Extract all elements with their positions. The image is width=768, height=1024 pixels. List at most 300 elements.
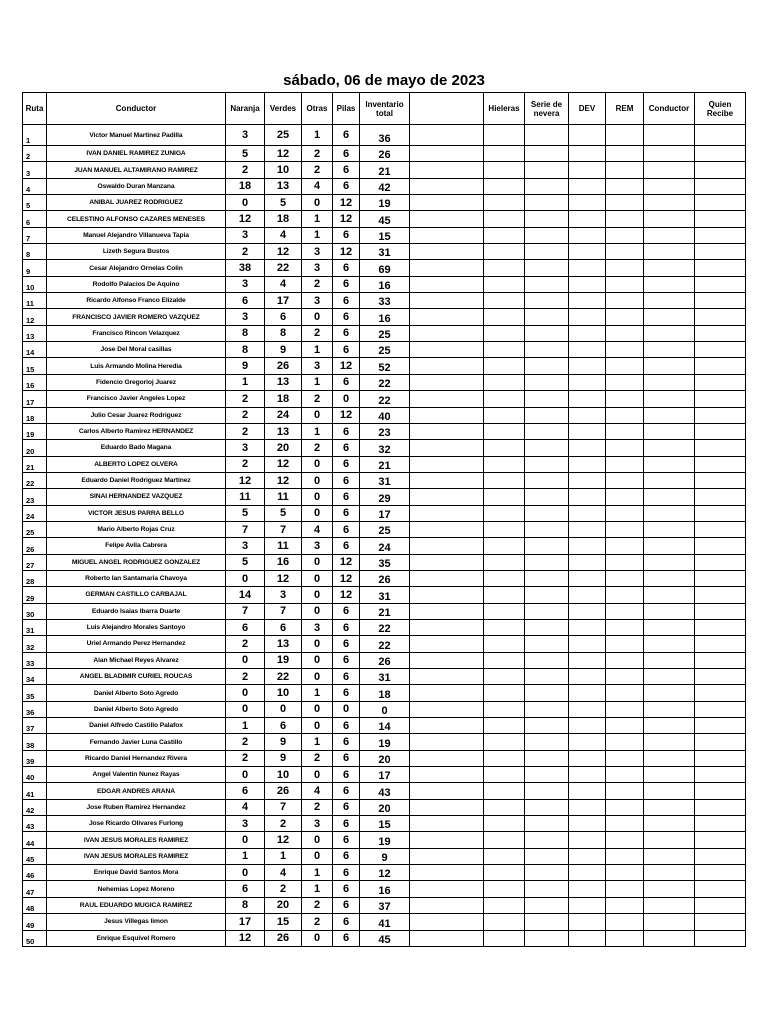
ruta-cell: 12 [23, 309, 47, 325]
table-row [23, 309, 746, 325]
quien-recibe-cell [695, 260, 746, 276]
dev-cell [569, 734, 606, 750]
blank-cell [410, 293, 484, 309]
hieleras-cell [484, 685, 525, 701]
pilas-cell: 12 [333, 570, 360, 586]
naranja-cell: 3 [226, 276, 265, 292]
pilas-cell: 12 [333, 358, 360, 374]
conductor-signature-cell [644, 309, 695, 325]
serie-de-nevera-cell [525, 162, 569, 178]
dev-cell [569, 930, 606, 946]
pilas-cell: 6 [333, 146, 360, 162]
naranja-cell: 0 [226, 685, 265, 701]
otras-cell: 3 [302, 293, 333, 309]
quien-recibe-cell [695, 816, 746, 832]
serie-de-nevera-cell [525, 178, 569, 194]
serie-de-nevera-cell [525, 293, 569, 309]
conductor-cell: Jose Ruben Ramirez Hernandez [47, 799, 226, 815]
table-row [23, 423, 746, 439]
naranja-cell: 2 [226, 734, 265, 750]
conductor-cell: RAUL EDUARDO MUGICA RAMIREZ [47, 897, 226, 913]
inventario-total-cell: 33 [360, 293, 410, 309]
pilas-cell: 6 [333, 636, 360, 652]
rem-cell [606, 603, 644, 619]
ruta-cell: 26 [23, 538, 47, 554]
pilas-cell: 12 [333, 211, 360, 227]
table-row [23, 244, 746, 260]
verdes-cell: 4 [265, 227, 302, 243]
table-row [23, 472, 746, 488]
verdes-cell: 22 [265, 669, 302, 685]
conductor-cell: Manuel Alejandro Villanueva Tapia [47, 227, 226, 243]
naranja-cell: 4 [226, 799, 265, 815]
otras-cell: 0 [302, 587, 333, 603]
quien-recibe-cell [695, 832, 746, 848]
pilas-cell: 6 [333, 293, 360, 309]
hieleras-cell [484, 718, 525, 734]
ruta-cell: 11 [23, 293, 47, 309]
blank-cell [410, 734, 484, 750]
inventario-total-cell: 18 [360, 685, 410, 701]
table-row [23, 554, 746, 570]
conductor-cell: IVAN JESUS MORALES RAMIREZ [47, 832, 226, 848]
rem-cell [606, 440, 644, 456]
hieleras-cell [484, 211, 525, 227]
conductor-signature-cell [644, 570, 695, 586]
table-row [23, 767, 746, 783]
serie-de-nevera-cell [525, 423, 569, 439]
serie-de-nevera-cell [525, 865, 569, 881]
pilas-cell: 6 [333, 489, 360, 505]
hieleras-cell [484, 570, 525, 586]
hieleras-cell [484, 669, 525, 685]
otras-cell: 2 [302, 750, 333, 766]
serie-de-nevera-cell [525, 342, 569, 358]
table-row [23, 832, 746, 848]
quien-recibe-cell [695, 211, 746, 227]
conductor-signature-cell [644, 178, 695, 194]
ruta-cell: 41 [23, 783, 47, 799]
conductor-signature-cell [644, 456, 695, 472]
ruta-cell: 39 [23, 750, 47, 766]
table-row [23, 125, 746, 146]
serie-de-nevera-cell [525, 276, 569, 292]
otras-cell: 2 [302, 325, 333, 341]
quien-recibe-cell [695, 521, 746, 537]
inventario-total-cell: 43 [360, 783, 410, 799]
conductor-cell: Francisco Javier Angeles Lopez [47, 391, 226, 407]
conductor-cell: Fidencio Gregorioj Juarez [47, 374, 226, 390]
pilas-cell: 6 [333, 227, 360, 243]
rem-cell [606, 178, 644, 194]
inventario-total-cell: 25 [360, 325, 410, 341]
conductor-signature-cell [644, 407, 695, 423]
hieleras-cell [484, 603, 525, 619]
inventario-total-cell: 19 [360, 734, 410, 750]
naranja-cell: 2 [226, 423, 265, 439]
quien-recibe-cell [695, 244, 746, 260]
inventario-total-cell: 25 [360, 342, 410, 358]
hieleras-cell [484, 914, 525, 930]
blank-cell [410, 342, 484, 358]
table-row [23, 750, 746, 766]
quien-recibe-cell [695, 125, 746, 146]
ruta-cell: 15 [23, 358, 47, 374]
rem-cell [606, 472, 644, 488]
verdes-cell: 15 [265, 914, 302, 930]
verdes-cell: 10 [265, 685, 302, 701]
hieleras-cell [484, 440, 525, 456]
naranja-cell: 0 [226, 195, 265, 211]
dev-cell [569, 195, 606, 211]
rem-cell [606, 423, 644, 439]
inventario-total-cell: 14 [360, 718, 410, 734]
rem-cell [606, 554, 644, 570]
hieleras-cell [484, 391, 525, 407]
ruta-cell: 1 [23, 125, 47, 146]
ruta-cell: 37 [23, 718, 47, 734]
naranja-cell: 5 [226, 554, 265, 570]
naranja-cell: 3 [226, 309, 265, 325]
table-row [23, 816, 746, 832]
inventario-total-cell: 31 [360, 669, 410, 685]
naranja-cell: 0 [226, 865, 265, 881]
rem-cell [606, 750, 644, 766]
ruta-cell: 45 [23, 848, 47, 864]
conductor-cell: JUAN MANUEL ALTAMIRANO RAMIREZ [47, 162, 226, 178]
blank-cell [410, 750, 484, 766]
dev-cell [569, 652, 606, 668]
quien-recibe-cell [695, 195, 746, 211]
quien-recibe-cell [695, 227, 746, 243]
otras-cell: 0 [302, 456, 333, 472]
hieleras-cell [484, 276, 525, 292]
table-row [23, 865, 746, 881]
pilas-cell: 12 [333, 195, 360, 211]
hieleras-cell [484, 734, 525, 750]
conductor-cell: Eduardo Bado Magana [47, 440, 226, 456]
quien-recibe-cell [695, 636, 746, 652]
serie-de-nevera-cell [525, 456, 569, 472]
hieleras-cell [484, 619, 525, 635]
ruta-cell: 31 [23, 619, 47, 635]
rem-cell [606, 407, 644, 423]
ruta-cell: 43 [23, 816, 47, 832]
dev-cell [569, 570, 606, 586]
serie-de-nevera-cell [525, 570, 569, 586]
pilas-cell: 6 [333, 669, 360, 685]
quien-recibe-cell [695, 440, 746, 456]
conductor-signature-cell [644, 440, 695, 456]
naranja-cell: 6 [226, 619, 265, 635]
table-row [23, 783, 746, 799]
quien-recibe-cell [695, 538, 746, 554]
hieleras-cell [484, 162, 525, 178]
conductor-signature-cell [644, 685, 695, 701]
otras-cell: 4 [302, 783, 333, 799]
table-row [23, 195, 746, 211]
ruta-cell: 8 [23, 244, 47, 260]
table-row [23, 293, 746, 309]
verdes-cell: 20 [265, 440, 302, 456]
ruta-cell: 24 [23, 505, 47, 521]
otras-cell: 0 [302, 505, 333, 521]
conductor-cell: ALBERTO LOPEZ OLVERA [47, 456, 226, 472]
conductor-cell: FRANCISCO JAVIER ROMERO VAZQUEZ [47, 309, 226, 325]
inventario-total-cell: 26 [360, 652, 410, 668]
blank-cell [410, 636, 484, 652]
pilas-cell: 0 [333, 701, 360, 717]
rem-cell [606, 701, 644, 717]
conductor-signature-cell [644, 832, 695, 848]
pilas-cell: 12 [333, 554, 360, 570]
rem-cell [606, 652, 644, 668]
quien-recibe-cell [695, 505, 746, 521]
table-row [23, 342, 746, 358]
ruta-cell: 6 [23, 211, 47, 227]
dev-cell [569, 848, 606, 864]
blank-cell [410, 505, 484, 521]
dev-cell [569, 832, 606, 848]
inventario-total-cell: 15 [360, 227, 410, 243]
blank-cell [410, 865, 484, 881]
inventario-total-cell: 29 [360, 489, 410, 505]
rem-cell [606, 669, 644, 685]
blank-cell [410, 456, 484, 472]
conductor-cell: SINAI HERNANDEZ VAZQUEZ [47, 489, 226, 505]
blank-cell [410, 832, 484, 848]
dev-cell [569, 244, 606, 260]
conductor-cell: Felipe Avila Cabrera [47, 538, 226, 554]
verdes-cell: 9 [265, 734, 302, 750]
naranja-cell: 3 [226, 538, 265, 554]
header-verdes: Verdes [265, 93, 302, 125]
conductor-signature-cell [644, 358, 695, 374]
serie-de-nevera-cell [525, 636, 569, 652]
rem-cell [606, 293, 644, 309]
table-row [23, 669, 746, 685]
conductor-signature-cell [644, 276, 695, 292]
verdes-cell: 7 [265, 799, 302, 815]
serie-de-nevera-cell [525, 211, 569, 227]
hieleras-cell [484, 178, 525, 194]
blank-cell [410, 440, 484, 456]
ruta-cell: 2 [23, 146, 47, 162]
blank-cell [410, 374, 484, 390]
table-row [23, 636, 746, 652]
pilas-cell: 6 [333, 260, 360, 276]
inventario-total-cell: 42 [360, 178, 410, 194]
dev-cell [569, 342, 606, 358]
ruta-cell: 3 [23, 162, 47, 178]
inventario-total-cell: 16 [360, 276, 410, 292]
blank-cell [410, 489, 484, 505]
hieleras-cell [484, 407, 525, 423]
blank-cell [410, 881, 484, 897]
table-row [23, 799, 746, 815]
ruta-cell: 9 [23, 260, 47, 276]
serie-de-nevera-cell [525, 750, 569, 766]
conductor-signature-cell [644, 554, 695, 570]
inventario-total-cell: 69 [360, 260, 410, 276]
pilas-cell: 6 [333, 538, 360, 554]
table-row [23, 930, 746, 946]
hieleras-cell [484, 750, 525, 766]
ruta-cell: 34 [23, 669, 47, 685]
conductor-cell: Luis Armando Molina Heredia [47, 358, 226, 374]
naranja-cell: 0 [226, 652, 265, 668]
inventario-total-cell: 25 [360, 521, 410, 537]
rem-cell [606, 881, 644, 897]
quien-recibe-cell [695, 914, 746, 930]
conductor-signature-cell [644, 865, 695, 881]
dev-cell [569, 619, 606, 635]
verdes-cell: 4 [265, 865, 302, 881]
conductor-signature-cell [644, 125, 695, 146]
ruta-cell: 28 [23, 570, 47, 586]
inventario-total-cell: 35 [360, 554, 410, 570]
quien-recibe-cell [695, 783, 746, 799]
conductor-cell: Roberto Ian Santamaria Chavoya [47, 570, 226, 586]
dev-cell [569, 358, 606, 374]
serie-de-nevera-cell [525, 848, 569, 864]
ruta-cell: 5 [23, 195, 47, 211]
verdes-cell: 13 [265, 178, 302, 194]
hieleras-cell [484, 636, 525, 652]
pilas-cell: 6 [333, 505, 360, 521]
inventario-total-cell: 20 [360, 750, 410, 766]
conductor-cell: Rodolfo Palacios De Aquino [47, 276, 226, 292]
naranja-cell: 6 [226, 783, 265, 799]
blank-cell [410, 125, 484, 146]
quien-recibe-cell [695, 309, 746, 325]
verdes-cell: 6 [265, 309, 302, 325]
table-row [23, 178, 746, 194]
rem-cell [606, 244, 644, 260]
table-row [23, 685, 746, 701]
inventario-total-cell: 21 [360, 162, 410, 178]
pilas-cell: 6 [333, 162, 360, 178]
table-row [23, 146, 746, 162]
otras-cell: 0 [302, 195, 333, 211]
conductor-signature-cell [644, 211, 695, 227]
hieleras-cell [484, 832, 525, 848]
quien-recibe-cell [695, 652, 746, 668]
quien-recibe-cell [695, 685, 746, 701]
inventario-total-cell: 24 [360, 538, 410, 554]
otras-cell: 1 [302, 734, 333, 750]
blank-cell [410, 146, 484, 162]
naranja-cell: 3 [226, 227, 265, 243]
rem-cell [606, 309, 644, 325]
blank-cell [410, 914, 484, 930]
dev-cell [569, 489, 606, 505]
verdes-cell: 11 [265, 538, 302, 554]
blank-cell [410, 309, 484, 325]
inventario-total-cell: 22 [360, 636, 410, 652]
otras-cell: 0 [302, 669, 333, 685]
ruta-cell: 22 [23, 472, 47, 488]
rem-cell [606, 227, 644, 243]
conductor-cell: Cesar Alejandro Ornelas Colin [47, 260, 226, 276]
serie-de-nevera-cell [525, 734, 569, 750]
naranja-cell: 7 [226, 603, 265, 619]
conductor-cell: Oswaldo Duran Manzana [47, 178, 226, 194]
conductor-signature-cell [644, 260, 695, 276]
blank-cell [410, 783, 484, 799]
otras-cell: 0 [302, 554, 333, 570]
table-row [23, 260, 746, 276]
inventario-total-cell: 0 [360, 701, 410, 717]
rem-cell [606, 832, 644, 848]
quien-recibe-cell [695, 570, 746, 586]
otras-cell: 0 [302, 603, 333, 619]
serie-de-nevera-cell [525, 685, 569, 701]
verdes-cell: 7 [265, 603, 302, 619]
otras-cell: 2 [302, 440, 333, 456]
otras-cell: 2 [302, 391, 333, 407]
rem-cell [606, 619, 644, 635]
table-row [23, 489, 746, 505]
serie-de-nevera-cell [525, 521, 569, 537]
quien-recibe-cell [695, 701, 746, 717]
dev-cell [569, 799, 606, 815]
serie-de-nevera-cell [525, 619, 569, 635]
rem-cell [606, 767, 644, 783]
verdes-cell: 1 [265, 848, 302, 864]
conductor-cell: Julio Cesar Juarez Rodriguez [47, 407, 226, 423]
naranja-cell: 7 [226, 521, 265, 537]
pilas-cell: 12 [333, 407, 360, 423]
verdes-cell: 16 [265, 554, 302, 570]
rem-cell [606, 211, 644, 227]
conductor-cell: Enrique David Santos Mora [47, 865, 226, 881]
hieleras-cell [484, 554, 525, 570]
serie-de-nevera-cell [525, 440, 569, 456]
hieleras-cell [484, 260, 525, 276]
pilas-cell: 6 [333, 750, 360, 766]
naranja-cell: 38 [226, 260, 265, 276]
otras-cell: 1 [302, 227, 333, 243]
verdes-cell: 6 [265, 718, 302, 734]
ruta-cell: 4 [23, 178, 47, 194]
rem-cell [606, 636, 644, 652]
table-row [23, 374, 746, 390]
otras-cell: 0 [302, 652, 333, 668]
ruta-cell: 48 [23, 897, 47, 913]
hieleras-cell [484, 799, 525, 815]
naranja-cell: 5 [226, 146, 265, 162]
quien-recibe-cell [695, 587, 746, 603]
blank-cell [410, 570, 484, 586]
conductor-signature-cell [644, 325, 695, 341]
hieleras-cell [484, 587, 525, 603]
dev-cell [569, 685, 606, 701]
inventario-total-cell: 45 [360, 211, 410, 227]
conductor-cell: Lizeth Segura Bustos [47, 244, 226, 260]
ruta-cell: 32 [23, 636, 47, 652]
blank-cell [410, 930, 484, 946]
verdes-cell: 10 [265, 767, 302, 783]
pilas-cell: 6 [333, 799, 360, 815]
quien-recibe-cell [695, 342, 746, 358]
quien-recibe-cell [695, 848, 746, 864]
verdes-cell: 12 [265, 146, 302, 162]
dev-cell [569, 767, 606, 783]
otras-cell: 0 [302, 407, 333, 423]
blank-cell [410, 162, 484, 178]
conductor-cell: Daniel Alfredo Castillo Palafox [47, 718, 226, 734]
